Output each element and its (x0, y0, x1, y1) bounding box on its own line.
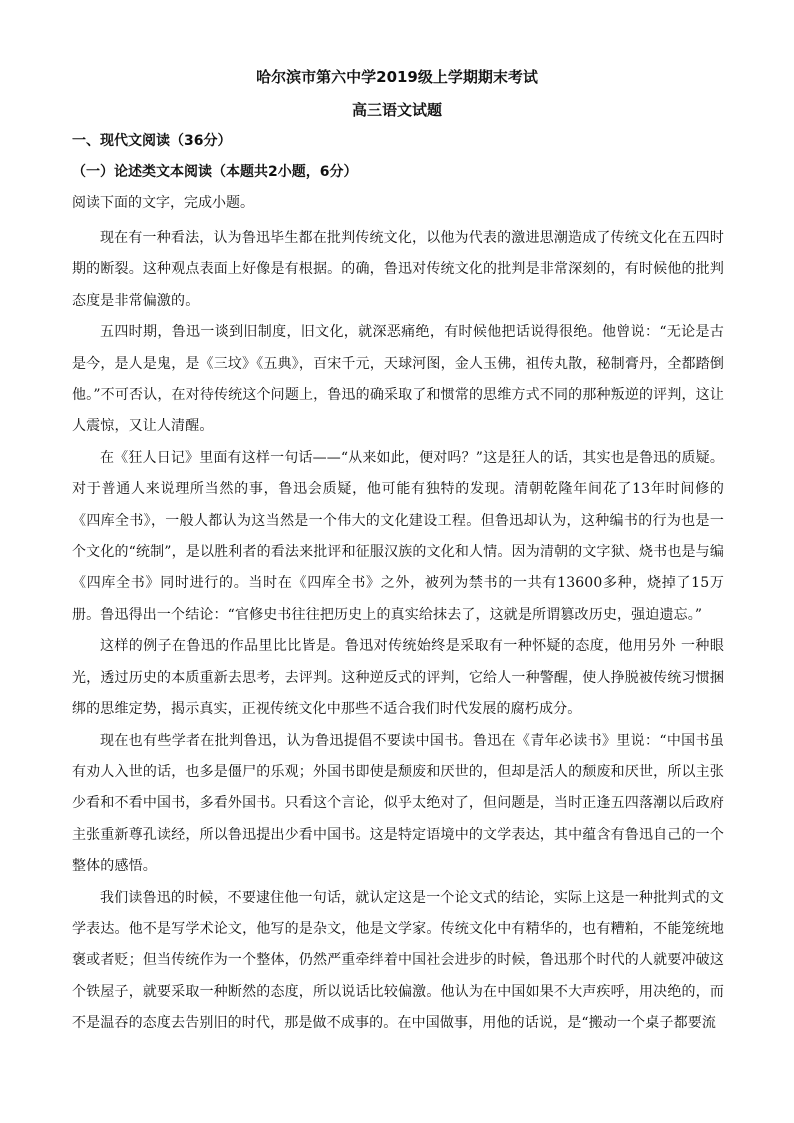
passage-paragraph-4: 这样的例子在鲁迅的作品里比比皆是。鲁迅对传统始终是采取有一种怀疑的态度，他用另外 一种眼光，透过历史的本质重新去思考，去评判。这种逆反式的评判，它给人一种警醒，使人挣脱被传统习惯捆绑的思维定势，揭示真实，正视传统文化中那些不适合我们时代发展的腐朽成分。 (72, 638, 724, 718)
exam-title: 哈尔滨市第六中学2019级上学期期末考试 (256, 68, 538, 86)
exam-subtitle: 高三语文试题 (351, 101, 442, 119)
passage-paragraph-3: 在《狂人日记》里面有这样一句话——“从来如此，便对吗？”这是狂人的话，其实也是鲁迅的质疑。对于普通人来说理所当然的事，鲁迅会质疑，他可能有独特的发现。清朝乾隆年间花了13年时间修的《四库全书》，一般人都认为这当然是一个伟大的文化建设工程。但鲁迅却认为，这种编书的行为也是一个文化的“统制”，是以胜利者的看法来批评和征服汉族的文化和人情。因为清朝的文字狱、烧书也是与编《四库全书》同时进行的。当时在《四库全书》之外，被列为禁书的一共有13600多种，烧掉了15万册。鲁迅得出一个结论：“官修史书往往把历史上的真实给抹去了，这就是所谓篡改历史，强迫遗忘。” (72, 449, 724, 623)
passage-paragraph-6: 我们读鲁迅的时候，不要逮住他一句话，就认定这是一个论文式的结论，实际上这是一种批判式的文学表达。他不是写学术论文，他写的是杂文，他是文学家。传统文化中有精华的，也有糟粕，不能笼统地褒或者贬；但当传统作为一个整体，仍然严重牵绊着中国社会进步的时候，鲁迅那个时代的人就要冲破这个铁屋子，就要采取一种断然的态度，所以说话比较偏激。他认为在中国如果不大声疾呼，用决绝的，而不是温吞的态度去告别旧的时代，那是做不成事的。在中国做事，用他的话说，是“搬动一个桌子都要流 (72, 889, 724, 1032)
passage-body (72, 223, 724, 1040)
reading-instruction: 阅读下面的文字，完成小题。 (72, 195, 254, 211)
passage-paragraph-2: 五四时期，鲁迅一谈到旧制度，旧文化，就深恶痛绝，有时候他把话说得很绝。他曾说：“无论是古是今，是人是鬼，是《三坟》《五典》，百宋千元，天球河图，金人玉佛，祖传丸散，秘制膏丹，全都踏倒他。”不可否认，在对待传统这个问题上，鲁迅的确采取了和惯常的思维方式不同的那种叛逆的评判，这让人震惊，又让人清醒。 (72, 324, 724, 435)
passage-paragraph-5: 现在也有些学者在批判鲁迅，认为鲁迅提倡不要读中国书。鲁迅在《青年必读书》里说：“中国书虽有劝人入世的话，也多是僵尸的乐观；外国书即使是颓废和厌世的，但却是活人的颓废和厌世，所以主张少看和不看中国书，多看外国书。只看这个言论，似乎太绝对了，但问题是，当时正逢五四落潮以后政府主张重新尊孔读经，所以鲁迅提出少看中国书。这是特定语境中的文学表达，其中蕴含有鲁迅自己的一个整体的感悟。 (72, 732, 724, 875)
subsection-heading: （一）论述类文本阅读（本题共2小题，6分） (72, 164, 358, 180)
passage-paragraph-1: 现在有一种看法，认为鲁迅毕生都在批判传统文化，以他为代表的激进思潮造成了传统文化在五四时期的断裂。这种观点表面上好像是有根据。的确，鲁迅对传统文化的批判是非常深刻的，有时候他的批判态度是非常偏激的。 (72, 230, 724, 309)
section-heading: 一、现代文阅读（36分） (72, 133, 232, 149)
